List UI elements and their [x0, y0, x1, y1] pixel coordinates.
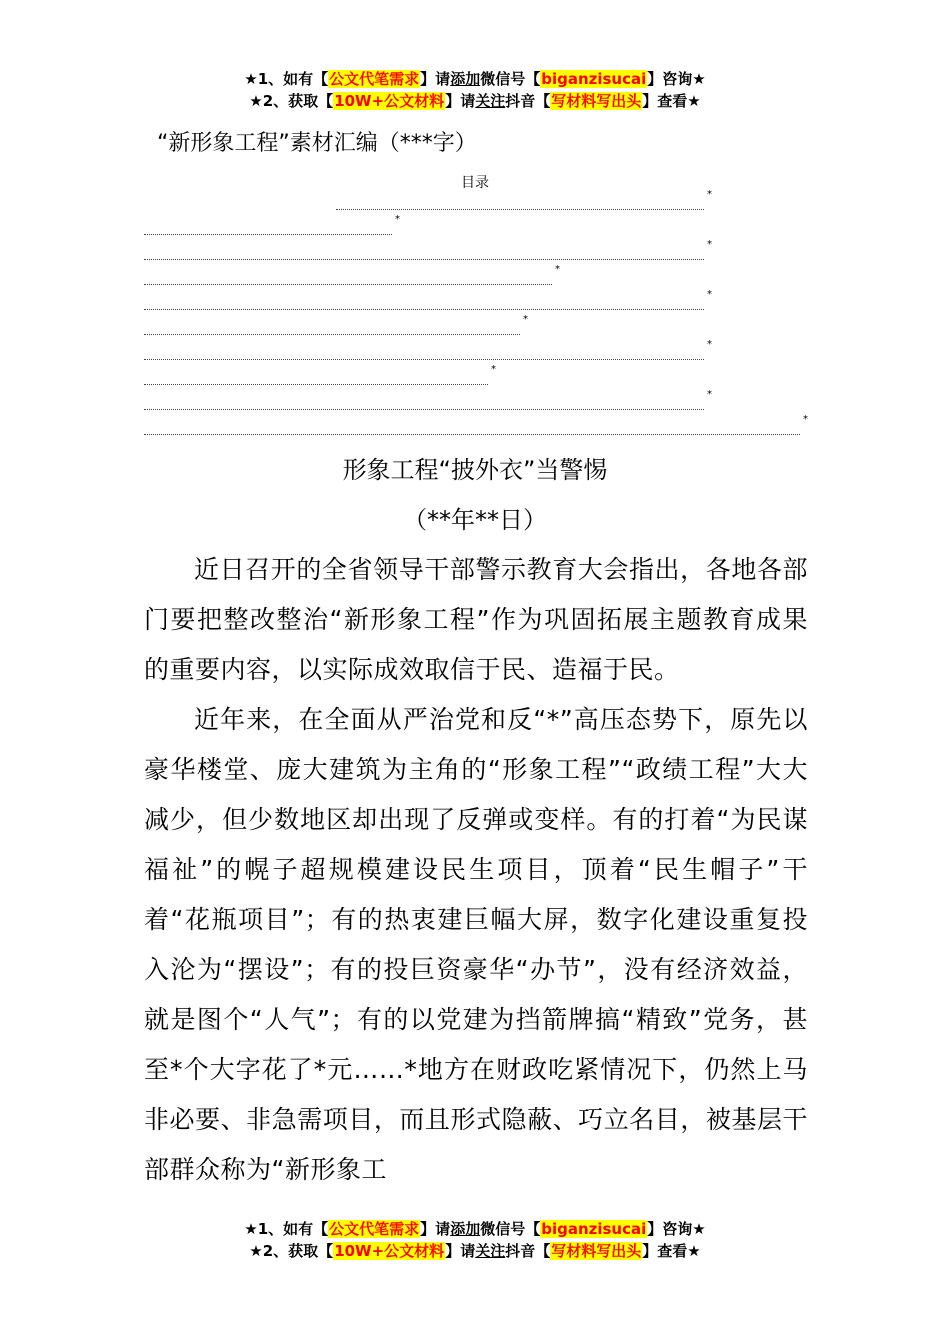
toc-entry: [144, 264, 560, 285]
promo-line-1: [0, 1218, 950, 1240]
promo-highlight: 10W+公文材料: [334, 92, 445, 110]
article-title: 形象工程“披外衣”当警惕: [342, 456, 608, 484]
toc-entry: [144, 389, 712, 410]
promo-text: ★1、如有【: [244, 1220, 329, 1238]
promo-text: 抖音【: [505, 1242, 551, 1260]
promo-text: 】请: [420, 1220, 451, 1238]
toc-page-number: *: [707, 339, 712, 350]
promo-emphasis: 添加: [450, 70, 481, 88]
promo-emphasis: 关注: [475, 92, 506, 110]
toc-page-number: *: [707, 239, 712, 250]
article-date: （**年**日）: [403, 506, 547, 534]
promo-line-2: [0, 90, 950, 112]
toc-entry: [144, 239, 712, 260]
promo-text: 】请: [420, 70, 451, 88]
toc-page-number: *: [555, 264, 560, 275]
paragraph: 近年来，在全面从严治党和反“*”高压态势下，原先以豪华楼堂、庞大建筑为主角的“形象工程”“政绩工程”大大减少，但少数地区却出现了反弹或变样。有的打着“为民谋福祉”的幌子超规模建设民生项目，顶着“民生帽子”干着“花瓶项目”；有的热衷建巨幅大屏，数字化建设重复投入沦为“摆设”；有的投巨资豪华“办节”，没有经济效益，就是图个“人气”；有的以党建为挡箭牌搞“精致”党务，甚至*个大字花了*元……*地方在财政吃紧情况下，仍然上马非必要、非急需项目，而且形式隐蔽、巧立名目，被基层干部群众称为“新形象工: [144, 705, 808, 1184]
promo-highlight: 10W+公文材料: [334, 1242, 445, 1260]
promo-douyin-id: 写材料写出头: [551, 92, 642, 110]
promo-text: 】请: [445, 1242, 476, 1260]
toc-page-number: *: [395, 214, 400, 225]
promo-highlight: 公文代笔需求: [329, 1220, 420, 1238]
toc-entry: [144, 289, 712, 310]
toc-entry: [336, 189, 712, 210]
promo-banner-top: [0, 68, 950, 112]
promo-line-1: [0, 68, 950, 90]
promo-douyin-id: 写材料写出头: [551, 1242, 642, 1260]
promo-text: 】查看★: [642, 1242, 701, 1260]
promo-wechat-id: biganzisucai: [541, 1220, 647, 1238]
toc-entry: [144, 314, 528, 335]
toc-page-number: *: [707, 189, 712, 200]
promo-text: 】请: [445, 92, 476, 110]
toc-page-number: *: [707, 389, 712, 400]
article-body: [144, 545, 808, 1195]
toc-page-number: *: [523, 314, 528, 325]
promo-line-2: [0, 1240, 950, 1262]
promo-text: 】咨询★: [647, 1220, 706, 1238]
toc-entry: [144, 214, 400, 235]
promo-text: ★2、获取【: [249, 1242, 334, 1260]
promo-text: 抖音【: [505, 92, 551, 110]
promo-text: ★2、获取【: [249, 92, 334, 110]
toc-entry: [144, 339, 712, 360]
toc-heading: 目录: [461, 175, 489, 191]
toc-page-number: *: [803, 414, 808, 425]
promo-banner-bottom: [0, 1218, 950, 1262]
promo-highlight: 公文代笔需求: [329, 70, 420, 88]
promo-emphasis: 添加: [450, 1220, 481, 1238]
promo-text: 】查看★: [642, 92, 701, 110]
promo-text: ★1、如有【: [244, 70, 329, 88]
toc-page-number: *: [491, 364, 496, 375]
promo-wechat-id: biganzisucai: [541, 70, 647, 88]
promo-text: 微信号【: [480, 70, 541, 88]
toc-entry: [144, 364, 496, 385]
document-title: “新形象工程”素材汇编（***字）: [157, 131, 477, 156]
promo-text: 】咨询★: [647, 70, 706, 88]
toc-entry: [144, 414, 808, 435]
promo-text: 微信号【: [480, 1220, 541, 1238]
promo-emphasis: 关注: [475, 1242, 506, 1260]
paragraph: 近日召开的全省领导干部警示教育大会指出，各地各部门要把整改整治“新形象工程”作为巩固拓展主题教育成果的重要内容，以实际成效取信于民、造福于民。: [144, 555, 808, 684]
toc-page-number: *: [707, 289, 712, 300]
